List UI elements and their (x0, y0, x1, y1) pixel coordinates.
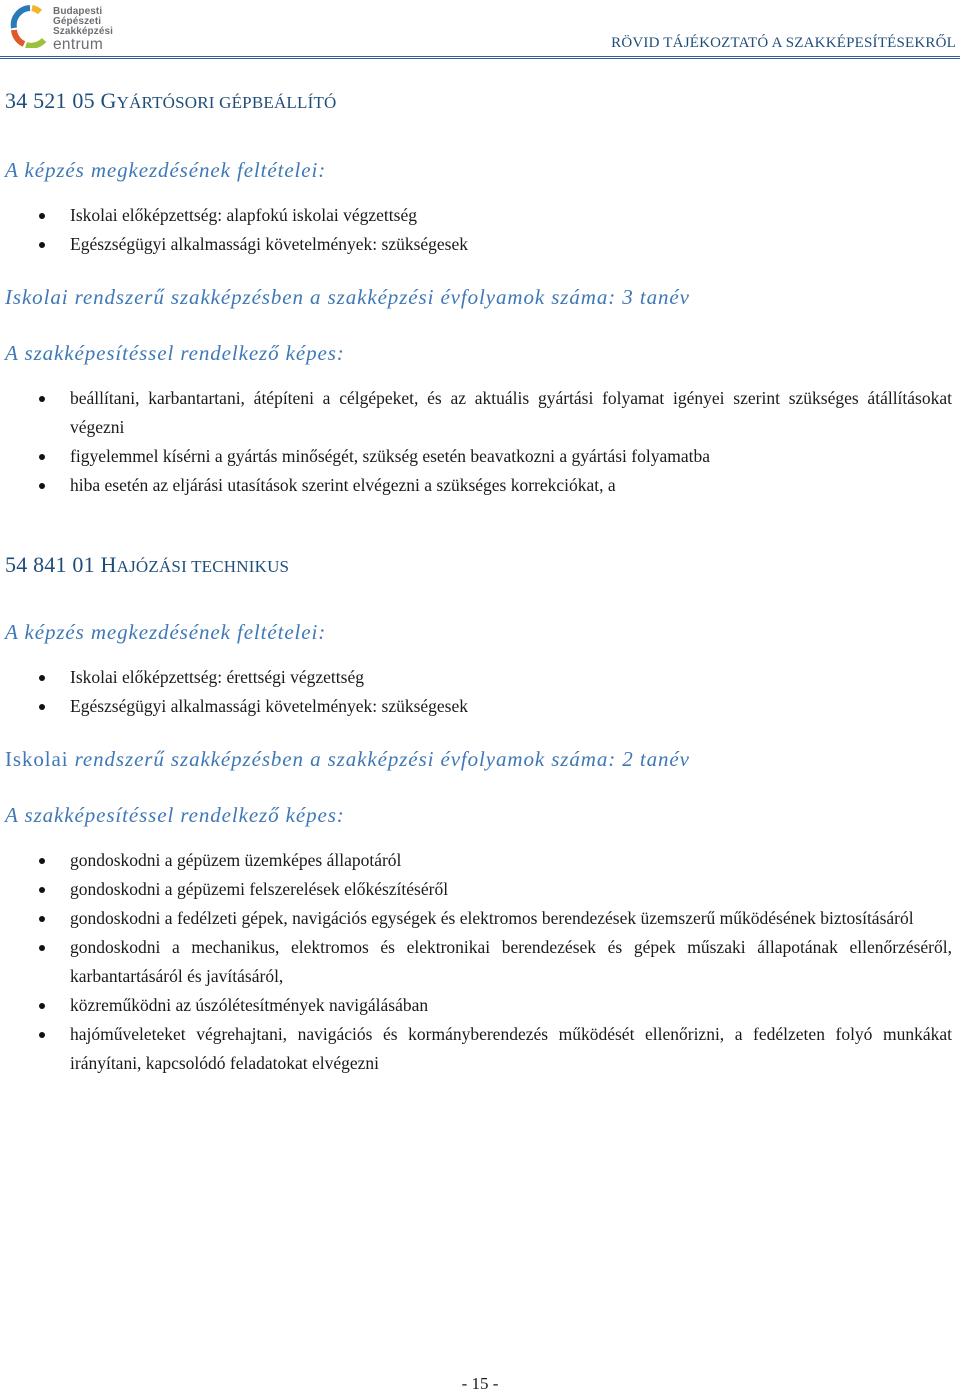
section-1-skills-list (0, 384, 960, 500)
list-item (0, 692, 960, 721)
bullet-icon (39, 1032, 45, 1038)
section-1-entry-heading: A képzés megkezdésének feltételei: (5, 158, 327, 182)
list-item (0, 904, 960, 933)
list-item (0, 991, 960, 1020)
list-item-text: gondoskodni a mechanikus, elektromos és elektronikai berendezések és gépek műszaki állapotának ellenőrzéséről, karbantartásáról és javításáról, (70, 937, 952, 986)
list-item (0, 846, 960, 875)
list-item (0, 230, 960, 259)
logo (10, 4, 114, 53)
list-item (0, 442, 960, 471)
section-2-years-heading (5, 747, 690, 772)
list-item-text: Iskolai előképzettség: alapfokú iskolai végzettség (70, 205, 417, 225)
list-item-text: gondoskodni a gépüzemi felszerelések előkészítéséről (70, 879, 449, 899)
list-item (0, 471, 960, 500)
section-2-skills-heading: A szakképesítéssel rendelkező képes: (5, 803, 345, 827)
list-item-text: figyelemmel kísérni a gyártás minőségét, szükség esetén beavatkozni a gyártási folyamatba (70, 446, 710, 466)
header-title: RÖVID TÁJÉKOZTATÓ A SZAKKÉPESÍTÉSEKRŐL (611, 35, 956, 51)
section-1-title-prefix: 34 521 05 G (5, 88, 117, 113)
bullet-icon (39, 396, 45, 402)
section-2-years-heading-rest: rendszerű szakképzésben a szakképzési évfolyamok száma: 2 tanév (68, 747, 690, 771)
logo-line-2: Gépészeti (53, 16, 102, 27)
logo-text (53, 7, 115, 53)
list-item-text: Iskolai előképzettség: érettségi végzettség (70, 667, 364, 687)
bullet-icon (39, 483, 45, 489)
list-item-text: hajóműveleteket végrehajtani, navigációs és kormányberendezés működését ellenőrizni, a fedélzeten folyó munkákat irányítani, kapcsolódó feladatokat elvégezni (70, 1024, 952, 1073)
logo-emblem-icon (10, 4, 50, 48)
bullet-icon (39, 945, 45, 951)
list-item (0, 663, 960, 692)
section-2-skills-list (0, 846, 960, 1078)
list-item-text: hiba esetén az eljárási utasítások szerint elvégezni a szükséges korrekciókat, a (70, 475, 616, 495)
bullet-icon (39, 1003, 45, 1009)
logo-wordmark: entrum (53, 36, 104, 53)
list-item-text: gondoskodni a fedélzeti gépek, navigációs egységek és elektromos berendezések üzemszerű működésének biztosításáról (70, 908, 914, 928)
bullet-icon (39, 213, 45, 219)
list-item (0, 1020, 960, 1078)
list-item-text: Egészségügyi alkalmassági követelmények: szükségesek (70, 234, 469, 254)
section-1-entry-list (0, 201, 960, 259)
section-2-entry-list (0, 663, 960, 721)
list-item-text: Egészségügyi alkalmassági követelmények: szükségesek (70, 696, 469, 716)
section-2-entry-heading: A képzés megkezdésének feltételei: (5, 620, 327, 644)
list-item (0, 201, 960, 230)
list-item-text: gondoskodni a gépüzem üzemképes állapotáról (70, 850, 402, 870)
logo-line-1: Budapesti (53, 6, 103, 17)
bullet-icon (39, 675, 45, 681)
list-item-text: beállítani, karbantartani, átépíteni a célgépeket, és az aktuális gyártási folyamat igényei szerint szükséges átállításokat végezni (70, 388, 952, 437)
bullet-icon (39, 454, 45, 460)
section-1-skills-heading: A szakképesítéssel rendelkező képes: (5, 341, 345, 365)
section-2-title-prefix: 54 841 01 H (5, 552, 117, 577)
list-item (0, 875, 960, 904)
bullet-icon (39, 242, 45, 248)
list-item (0, 384, 960, 442)
bullet-icon (39, 704, 45, 710)
bullet-icon (39, 916, 45, 922)
header-divider-secondary (0, 58, 960, 59)
bullet-icon (39, 887, 45, 893)
list-item-text: közreműködni az úszólétesítmények navigálásában (70, 995, 429, 1015)
header-divider (0, 56, 960, 57)
section-1-years-heading: Iskolai rendszerű szakképzésben a szakképzési évfolyamok száma: 3 tanév (5, 285, 690, 309)
section-1-title (5, 88, 337, 114)
section-2-title (5, 552, 289, 578)
logo-line-3: Szakképzési (53, 26, 114, 37)
bullet-icon (39, 858, 45, 864)
section-1-title-rest: YÁRTÓSORI GÉPBEÁLLÍTÓ (116, 93, 337, 112)
section-2-years-heading-upright: Iskolai (5, 747, 69, 771)
list-item (0, 933, 960, 991)
page-number: - 15 - (461, 1374, 499, 1393)
section-2-title-rest: AJÓZÁSI TECHNIKUS (116, 557, 290, 576)
